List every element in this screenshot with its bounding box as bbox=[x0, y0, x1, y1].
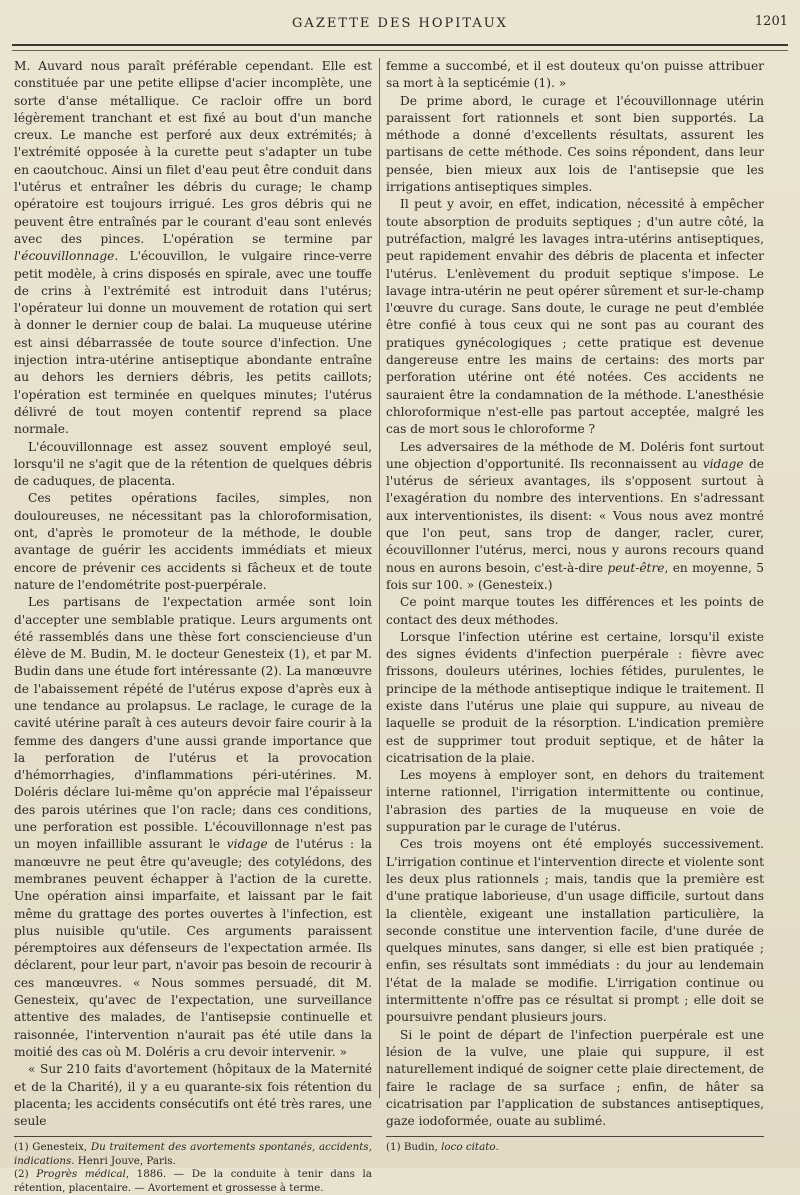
paragraph: De prime abord, le curage et l'écouvillonnage utérin paraissent fort rationnels et sont bien supportés. La méthode a donné d'excellents résultats, assurent les partisans de cette méthode. Ces soins répondent, dans leur pensée, bien mieux aux lois de l'antisepsie que les irrigations antiseptiques simples. bbox=[386, 93, 764, 195]
publication-title: GAZETTE DES HOPITAUX bbox=[292, 16, 508, 31]
paragraph: Ce point marque toutes les différences et les points de contact des deux méthodes. bbox=[386, 595, 764, 627]
footnote-rule bbox=[386, 1136, 764, 1137]
paragraph: Les adversaires de la méthode de M. Doléris font surtout une objection d'opportunité. Ils reconnaissent au vidage de l'utérus de sérieux avantages, ils s'opposent surtout à l'exagération du nombre des interventions. En s'adressant aux interventionistes, ils disent: « Vous nous avez montré que l'on peut, sans trop de danger, racler, curer, écouvillonner l'utérus, merci, nous y aurons recours quand nous en aurons besoin, c'est-à-dire peut-être, en moyenne, 5 fois sur 100. » (Genesteix.) bbox=[386, 439, 765, 592]
paragraph: M. Auvard nous paraît préférable cependant. Elle est constituée par une petite ellipse d'acier incomplète, une sorte d'anse métallique. Ce racloir offre un bord légèrement tranchant et est fixé au bout d'un manche creux. Le manche est perforé aux deux extrémités; à l'extrémité opposée à la curette peut s'adapter un tube en caoutchouc. Ainsi un filet d'eau peut être conduit dans l'utérus et entraîner les débris du curage; le champ opératoire est toujours irrigué. Les gros débris qui ne peuvent être entraînés par le courant d'eau sont enlevés avec des pinces. L'opération se termine par l'écouvillonnage. L'écouvillon, le vulgaire rince-verre petit modèle, à crins disposés en spirale, avec une touffe de crins à l'extrémité est introduit dans l'utérus; l'opérateur lui donne un mouvement de rotation qui sert à donner le dernier coup de balai. La muqueuse utérine est ainsi débarrassée de toute source d'infection. Une injection intra-utérine antiseptique abondante entraîne au dehors les derniers débris, les petits caillots; l'opération est terminée en quelques minutes; l'utérus délivré de tout moyen contentif reprend sa place normale. bbox=[14, 59, 372, 437]
paragraph: Les partisans de l'expectation armée sont loin d'accepter une semblable pratique. Leurs arguments ont été rassemblés dans une thèse fort consciencieuse d'un élève de M. Budin, M. le docteur Genesteix (1), et par M. Budin dans une étude fort intéressante (2). La manœuvre de l'abaissement répété de l'utérus expose d'après eux à une tendance au prolapsus. Le raclage, le curage de la cavité utérine paraît à ces auteurs devoir faire courir à la femme des dangers d'une aussi grande importance que la perforation de l'utérus et la provocation d'hémorrhagies, d'inflammations péri-utérines. M. Doléris déclare lui-même qu'on apprécie mal l'épaisseur des parois utérines que l'on racle; dans ces conditions, une perforation est possible. L'écouvillonnage n'est pas un moyen infaillible assurant le vidage de l'utérus : la manœuvre ne peut être qu'aveugle; des cotylédons, des membranes peuvent échapper à l'action de la curette. Une opération ainsi imparfaite, et laissant par le fait même du grattage des portes ouvertes à l'infection, est plus nuisible qu'utile. Ces arguments paraissent péremptoires aux défenseurs de l'expectation armée. Ils déclarent, pour leur part, n'avoir pas besoin de recourir à ces manœuvres. « Nous sommes persuadé, dit M. Genesteix, qu'avec de l'expectation, une surveillance attentive des malades, de l'antisepsie continuelle et raisonnée, l'intervention n'aurait pas été utile dans la moitié des cas où M. Doléris a cru devoir intervenir. » bbox=[14, 595, 373, 1059]
paragraph: « Sur 210 faits d'avortement (hôpitaux de la Maternité et de la Charité), il y a eu quarante-six fois rétention du placenta; les accidents consécutifs ont été très rares, une seule bbox=[14, 1062, 372, 1129]
column-divider bbox=[379, 58, 380, 1098]
header-rule bbox=[12, 44, 788, 46]
paragraph: Ces trois moyens ont été employés successivement. L'irrigation continue et l'intervention directe et violente sont les deux plus rationnels ; mais, tandis que la première est d'une pratique laborieuse, d'un usage difficile, surtout dans la clientèle, exigeant une installation particulière, la seconde constitue une intervention facile, d'une durée de quelques minutes, sans danger, si elle est bien pratiquée ; enfin, ses résultats sont immédiats : du jour au lendemain l'état de la malade se modifie. L'irrigation continue ou intermittente n'offre pas ce résultat si prompt ; elle doit se poursuivre pendant plusieurs jours. bbox=[386, 837, 764, 1025]
footnote: (1) Budin, loco citato. bbox=[386, 1141, 499, 1154]
footnote: (2) Progrès médical, 1886. — De la conduite à tenir dans la rétention, placentaire. — Avortement et grossesse à terme. bbox=[14, 1168, 372, 1194]
left-column bbox=[14, 58, 372, 1195]
page-header bbox=[0, 10, 800, 40]
header-rule-thin bbox=[12, 50, 788, 51]
right-column bbox=[386, 58, 764, 1155]
paragraph: femme a succombé, et il est douteux qu'on puisse attribuer sa mort à la septicémie (1). » bbox=[386, 59, 764, 91]
paragraph: Ces petites opérations faciles, simples, non douloureuses, ne nécessitant pas la chloroformisation, ont, d'après le promoteur de la méthode, le double avantage de guérir les accidents immédiats et mieux encore de prévenir ces accidents si fâcheux et de toute nature de l'endométrite post-puerpérale. bbox=[14, 491, 372, 592]
paragraph: Lorsque l'infection utérine est certaine, lorsqu'il existe des signes évidents d'infection puerpérale : fièvre avec frissons, douleurs utérines, lochies fétides, purulentes, le principe de la méthode antiseptique indique le traitement. Il existe dans l'utérus une plaie qui suppure, au niveau de laquelle se produit de la résorption. L'indication première est de supprimer tout produit septique, et de hâter la cicatrisation de la plaie. bbox=[386, 629, 764, 765]
paragraph: Les moyens à employer sont, en dehors du traitement interne rationnel, l'irrigation intermittente ou continue, l'abrasion des parties de la muqueuse en voie de suppuration par le curage de l'utérus. bbox=[386, 768, 764, 835]
footnote-rule bbox=[14, 1136, 372, 1137]
paragraph: Il peut y avoir, en effet, indication, nécessité à empêcher toute absorption de produits septiques ; d'un autre côté, la putréfaction, malgré les lavages intra-utérins antiseptiques, peut rapidement envahir des débris de placenta et infecter l'utérus. L'enlèvement du produit septique s'impose. Le lavage intra-utérin ne peut opérer sûrement et sur-le-champ l'œuvre du curage. Sans doute, le curage ne peut d'emblée être confié à tous ceux qui ne sont pas au courant des pratiques gynécologiques ; cette pratique est devenue dangereuse entre les mains de certains: des morts par perforation utérine ont été notées. Ces accidents ne sauraient être la condamnation de la méthode. L'anesthésie chloroformique n'est-elle pas partout acceptée, malgré les cas de mort sous le chloroforme ? bbox=[386, 197, 764, 437]
page-number: 1201 bbox=[754, 14, 788, 29]
footnote: (1) Genesteix, Du traitement des avortements spontanés, accidents, indications. Henri Jouve, Paris. bbox=[14, 1141, 372, 1167]
paragraph: Si le point de départ de l'infection puerpérale est une lésion de la vulve, une plaie qui suppure, il est naturellement indiqué de soigner cette plaie directement, de faire le raclage de sa surface ; enfin, de hâter sa cicatrisation par l'application de substances antiseptiques, gaze iodoformée, ouate au sublimé. bbox=[386, 1027, 764, 1129]
paragraph: L'écouvillonnage est assez souvent employé seul, lorsqu'il ne s'agit que de la rétention de quelques débris de caduques, de placenta. bbox=[14, 439, 372, 489]
